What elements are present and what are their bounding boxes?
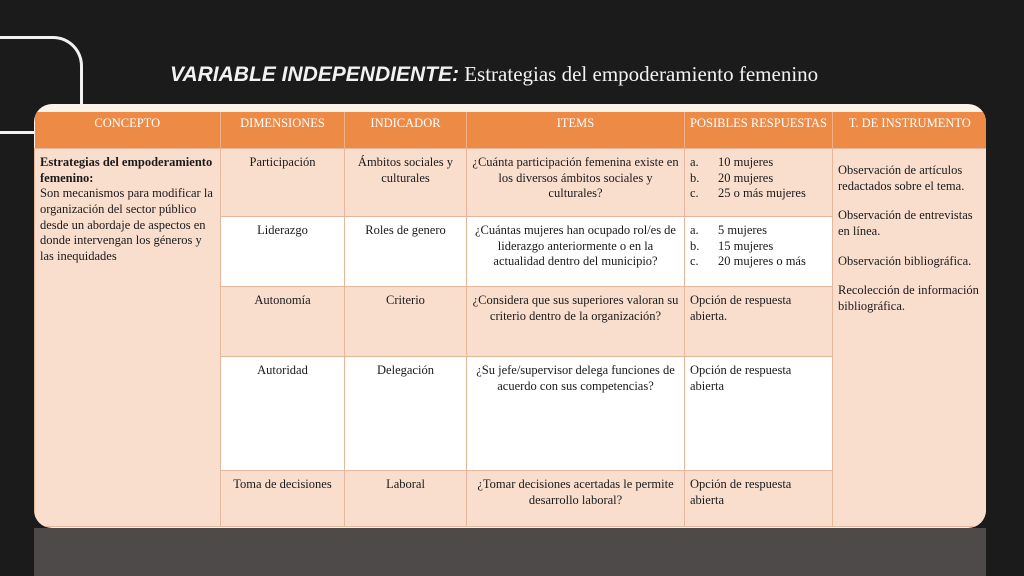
option-item bbox=[690, 171, 827, 187]
option-item bbox=[690, 186, 827, 202]
slide-title bbox=[170, 62, 818, 87]
instrument-item: Observación bibliográfica. bbox=[838, 253, 972, 268]
concept-title: Estrategias del empoderamiento femenino: bbox=[40, 155, 213, 185]
table-card bbox=[34, 104, 986, 528]
option-marker: a. bbox=[690, 155, 699, 169]
option-text: 15 mujeres bbox=[718, 238, 774, 253]
answer-cell bbox=[685, 217, 833, 287]
option-item bbox=[690, 239, 827, 255]
title-lead: VARIABLE INDEPENDIENTE: bbox=[170, 63, 459, 86]
dimension-cell: Participación bbox=[221, 149, 345, 217]
dimension-cell: Liderazgo bbox=[221, 217, 345, 287]
dimension-cell: Autoridad bbox=[221, 357, 345, 471]
answer-cell: Opción de respuesta abierta bbox=[685, 471, 833, 527]
card-reflection bbox=[34, 528, 986, 576]
option-marker: b. bbox=[690, 238, 700, 253]
instrument-cell bbox=[833, 149, 987, 527]
header-dimensiones: DIMENSIONES bbox=[221, 112, 345, 149]
instrument-item: Recolección de información bibliográfica. bbox=[838, 283, 979, 313]
option-text: 5 mujeres bbox=[718, 223, 767, 237]
option-marker: b. bbox=[690, 170, 700, 185]
option-item bbox=[690, 223, 827, 239]
instrument-item: Observación de entrevistas en línea. bbox=[838, 208, 973, 238]
option-text: 20 mujeres bbox=[718, 170, 774, 185]
instrument-item: Observación de artículos redactados sobre el tema. bbox=[838, 163, 965, 193]
indicator-cell: Laboral bbox=[345, 471, 467, 527]
concept-cell bbox=[35, 149, 221, 527]
option-text: 20 mujeres o más bbox=[718, 254, 806, 269]
answer-cell bbox=[685, 149, 833, 217]
indicator-cell: Roles de genero bbox=[345, 217, 467, 287]
header-concepto: CONCEPTO bbox=[35, 112, 221, 149]
indicator-cell: Ámbitos sociales y culturales bbox=[345, 149, 467, 217]
reflection-surface bbox=[34, 528, 986, 576]
concept-body: Son mecanismos para modificar la organización del sector público desde un abordaje de aspectos en donde intervengan los géneros y las inequidades bbox=[40, 186, 213, 263]
answer-cell: Opción de respuesta abierta. bbox=[685, 287, 833, 357]
header-posibles-respuestas: POSIBLES RESPUESTAS bbox=[685, 112, 833, 149]
option-text: 25 o más mujeres bbox=[718, 186, 806, 201]
item-cell: ¿Considera que sus superiores valoran su criterio dentro de la organización? bbox=[467, 287, 685, 357]
option-text: 10 mujeres bbox=[718, 155, 774, 169]
option-marker: a. bbox=[690, 223, 699, 237]
item-cell: ¿Cuántas mujeres han ocupado rol/es de liderazgo anteriormente o en la actualidad dentro del municipio? bbox=[467, 217, 685, 287]
header-indicador: INDICADOR bbox=[345, 112, 467, 149]
table-row bbox=[35, 149, 987, 217]
dimension-cell: Autonomía bbox=[221, 287, 345, 357]
answer-cell: Opción de respuesta abierta bbox=[685, 357, 833, 471]
table-header-row bbox=[35, 112, 987, 149]
variables-table bbox=[34, 112, 986, 527]
item-cell: ¿Cuánta participación femenina existe en los diversos ámbitos sociales y culturales? bbox=[467, 149, 685, 217]
option-item bbox=[690, 254, 827, 270]
header-items: ITEMS bbox=[467, 112, 685, 149]
option-marker: c. bbox=[690, 254, 699, 269]
indicator-cell: Delegación bbox=[345, 357, 467, 471]
header-instrumento: T. DE INSTRUMENTO bbox=[833, 112, 987, 149]
indicator-cell: Criterio bbox=[345, 287, 467, 357]
dimension-cell: Toma de decisiones bbox=[221, 471, 345, 527]
option-item bbox=[690, 155, 827, 171]
item-cell: ¿Tomar decisiones acertadas le permite desarrollo laboral? bbox=[467, 471, 685, 527]
option-marker: c. bbox=[690, 186, 699, 201]
item-cell: ¿Su jefe/supervisor delega funciones de acuerdo con sus competencias? bbox=[467, 357, 685, 471]
title-rest: Estrategias del empoderamiento femenino bbox=[458, 62, 819, 86]
